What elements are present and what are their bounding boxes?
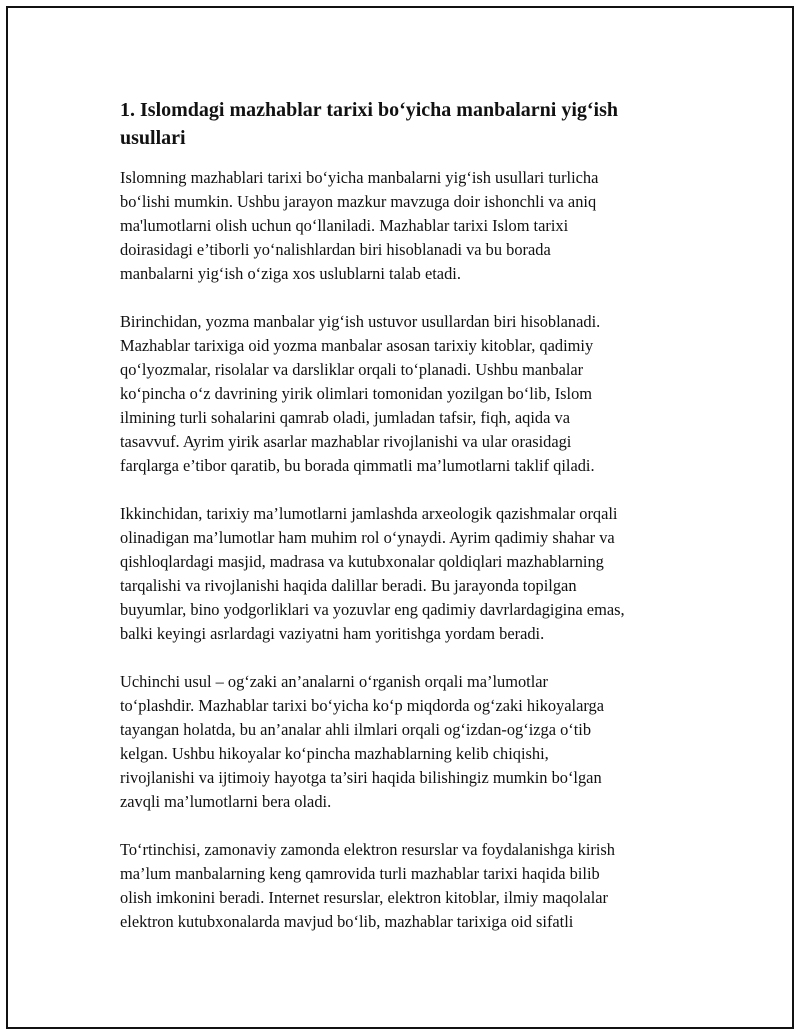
text-line: qishloqlardagi masjid, madrasa va kutubxonalar qoldiqlari mazhablarning [120,552,604,571]
text-line: tayangan holatda, bu an’analar ahli ilmlari orqali og‘izdan-og‘izga o‘tib [120,720,592,739]
paragraph-fourth-method [120,838,705,934]
text-line: doirasidagi e’tiborli yo‘nalishlardan biri hisoblanadi va bu borada [120,240,551,259]
text-line: manbalarni yig‘ish o‘ziga xos uslublarni talab etadi. [120,264,461,283]
section-heading [120,96,705,152]
text-line: ilmining turli sohalarini qamrab oladi, jumladan tafsir, fiqh, aqida va [120,408,570,427]
text-line: to‘plashdir. Mazhablar tarixi bo‘yicha ko‘p miqdorda og‘zaki hikoyalarga [120,696,604,715]
text-line: Birinchidan, yozma manbalar yig‘ish ustuvor usullardan biri hisoblanadi. [120,312,601,331]
text-line: buyumlar, bino yodgorliklari va yozuvlar eng qadimiy davrlardagigina emas, [120,600,625,619]
text-line: zavqli ma’lumotlarni bera oladi. [120,792,332,811]
text-line: ma'lumotlarni olish uchun qo‘llaniladi. Mazhablar tarixi Islom tarixi [120,216,569,235]
paragraph-first-method [120,310,705,478]
heading-line: 1. Islomdagi mazhablar tarixi bo‘yicha manbalarni yig‘ish [120,99,619,121]
text-line: rivojlanishi va ijtimoiy hayotga ta’siri haqida bilishingiz mumkin bo‘lgan [120,768,602,787]
text-line: Uchinchi usul – og‘zaki an’analarni o‘rganish orqali ma’lumotlar [120,672,548,691]
text-line: olinadigan ma’lumotlar ham muhim rol o‘ynaydi. Ayrim qadimiy shahar va [120,528,615,547]
text-line: elektron kutubxonalarda mavjud bo‘lib, mazhablar tarixiga oid sifatli [120,912,574,931]
text-line: To‘rtinchisi, zamonaviy zamonda elektron resurslar va foydalanishga kirish [120,840,615,859]
document-body [120,96,705,934]
text-line: Mazhablar tarixiga oid yozma manbalar asosan tarixiy kitoblar, qadimiy [120,336,594,355]
text-line: ma’lum manbalarning keng qamrovida turli mazhablar tarixi haqida bilib [120,864,600,883]
text-line: balki keyingi asrlardagi vaziyatni ham yoritishga yordam beradi. [120,624,545,643]
paragraph-third-method [120,670,705,814]
text-line: olish imkonini beradi. Internet resurslar, elektron kitoblar, ilmiy maqolalar [120,888,608,907]
text-line: bo‘lishi mumkin. Ushbu jarayon mazkur mavzuga doir ishonchli va aniq [120,192,597,211]
text-line: kelgan. Ushbu hikoyalar ko‘pincha mazhablarning kelib chiqishi, [120,744,549,763]
paragraph-second-method [120,502,705,646]
text-line: qo‘lyozmalar, risolalar va darsliklar orqali to‘planadi. Ushbu manbalar [120,360,584,379]
page-frame [6,6,794,1029]
text-line: farqlarga e’tibor qaratib, bu borada qimmatli ma’lumotlarni taklif qiladi. [120,456,595,475]
text-line: Islomning mazhablari tarixi bo‘yicha manbalarni yig‘ish usullari turlicha [120,168,599,187]
text-line: ko‘pincha o‘z davrining yirik olimlari tomonidan yozilgan bo‘lib, Islom [120,384,593,403]
text-line: tarqalishi va rivojlanishi haqida dalillar beradi. Bu jarayonda topilgan [120,576,577,595]
text-line: Ikkinchidan, tarixiy ma’lumotlarni jamlashda arxeologik qazishmalar orqali [120,504,618,523]
text-line: tasavvuf. Ayrim yirik asarlar mazhablar rivojlanishi va ular orasidagi [120,432,572,451]
paragraph-intro [120,166,705,286]
heading-line: usullari [120,127,186,149]
